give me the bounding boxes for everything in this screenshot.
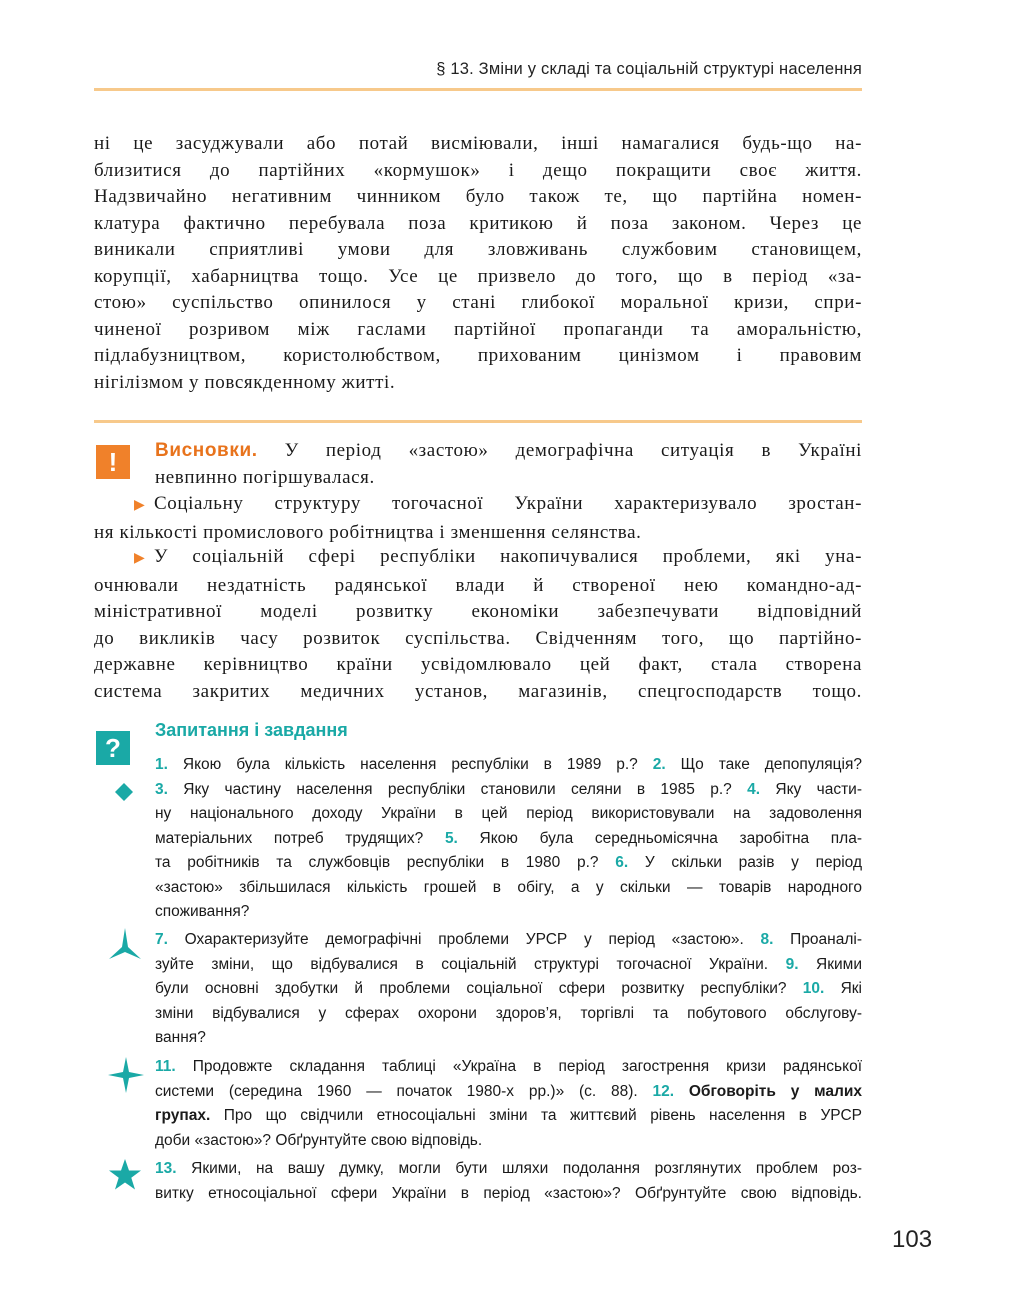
question-icon: ?	[96, 731, 130, 765]
text-line: до викликів часу розвиток суспільства. Свідченням того, що партійно-	[94, 627, 862, 649]
text-line: 1. Якою була кількість населення республіки в 1989 р.? 2. Що таке депопуляція?	[155, 756, 862, 773]
text-line: доби «застою»? Обґрунтуйте свою відповідь.	[155, 1131, 483, 1149]
section-divider	[94, 420, 862, 423]
text-line: Надзвичайно негативним чинником було також те, що партійна номен-	[94, 186, 862, 207]
text-line: міністративної моделі розвитку економіки забезпечувати відповідний	[94, 601, 862, 622]
exclamation-icon: !	[96, 445, 130, 479]
question-number: 4.	[747, 780, 761, 798]
text-line: підлабузництвом, користолюбством, прихованим цинізмом і правовим	[94, 345, 862, 366]
three-point-star-icon	[108, 927, 142, 961]
text-line: система закритих медичних установ, магазинів, спецгосподарств тощо.	[94, 680, 862, 702]
question-number: 11.	[155, 1058, 176, 1075]
text-line: близитися до партійних «кормушок» і дещо покращити своє життя.	[94, 159, 862, 181]
question-number: 1.	[155, 756, 168, 773]
four-point-star-icon	[108, 1057, 144, 1093]
question-group-2	[155, 928, 862, 1051]
text-line: системи (середина 1960 — початок 1980-х рр.)» (с. 88). 12. Обговоріть у малих	[155, 1082, 862, 1100]
text-line: очнювали нездатність радянської влади й створеної нею командно-ад-	[94, 574, 862, 596]
header-divider	[94, 88, 862, 91]
conclusion-bullet-1	[94, 491, 862, 546]
question-number: 6.	[615, 854, 629, 871]
bullet-arrow-icon: ▶	[134, 498, 146, 513]
text-line: нігілізмом у повсякденному житті.	[94, 371, 396, 393]
text-line: були основні здобутки й проблеми соціальної сфери розвитку республіки? 10. Які	[155, 980, 862, 997]
questions-title: Запитання і завдання	[155, 720, 348, 740]
question-number: 9.	[785, 955, 799, 973]
diamond-icon	[114, 782, 134, 802]
text-line: групах. Про що свідчили етносоціальні зміни та життєвий рівень населення в УРСР	[155, 1107, 862, 1124]
text-line: ну національного доходу України в цей період використовували на задоволення	[155, 805, 862, 822]
five-point-star-icon	[108, 1158, 142, 1192]
question-number: 8.	[760, 931, 774, 948]
text-line: чиненої розривом між гаслами партійної пропаганди та аморальністю,	[94, 318, 862, 340]
running-header: § 13. Зміни у складі та соціальній структурі населення	[436, 60, 862, 78]
text-line: 3. Яку частину населення республіки становили селяни в 1985 р.? 4. Яку части-	[155, 780, 862, 798]
question-number: 7.	[155, 931, 168, 948]
conclusion-bullet-2	[94, 544, 862, 705]
text-line: зміни відбувалися у сферах охорони здоров’я, торгівлі та побутового обслугову-	[155, 1004, 862, 1022]
text-line: невпинно погіршувалася.	[155, 466, 375, 488]
text-line: 7. Охарактеризуйте демографічні проблеми УРСР у період «застою». 8. Проаналі-	[155, 931, 862, 948]
text-line: ні це засуджували або потай висміювали, інші намагалися будь-що на-	[94, 133, 862, 154]
conclusions-text: У період «застою» демографічна ситуація в Україні	[257, 440, 862, 461]
text-line: зуйте зміни, що відбувалися в соціальній структурі тогочасної України. 9. Якими	[155, 955, 862, 973]
question-number: 3.	[155, 780, 168, 798]
text-line: ▶ Соціальну структуру тогочасної України характеризувало зростан-	[94, 491, 862, 520]
text-line: державне керівництво країни усвідомлювало цей факт, стала створена	[94, 654, 862, 675]
question-number: 13.	[155, 1160, 177, 1177]
text-line: матеріальних потреб трудящих? 5. Якою була середньомісячна заробітна пла-	[155, 829, 862, 847]
text-line: вання?	[155, 1029, 206, 1046]
body-paragraph	[94, 131, 862, 396]
text-line: та робітників та службовців республіки в 1980 р.? 6. У скільки разів у період	[155, 854, 862, 871]
text-line: клатура фактично перебувала поза критикою й поза законом. Через це	[94, 212, 862, 234]
question-number: 5.	[444, 829, 458, 847]
question-group-4	[155, 1157, 862, 1206]
text-line: корупції, хабарництва тощо. Усе це призвело до того, що в період «за-	[94, 265, 862, 287]
text-line: 13. Якими, на вашу думку, могли бути шляхи подолання розглянутих проблем роз-	[155, 1160, 862, 1177]
bullet-arrow-icon: ▶	[134, 551, 146, 566]
text-line: ▶ У соціальній сфері республіки накопичувалися проблеми, які уна-	[94, 544, 862, 573]
text-line: виникали сприятливі умови для зловживань службовим становищем,	[94, 239, 862, 260]
text-line	[155, 438, 862, 465]
question-group-1	[155, 753, 862, 925]
question-number: 2.	[652, 756, 666, 773]
text-line: «застою» збільшилася кількість грошей в обігу, а у скільки — товарів народного	[155, 878, 862, 896]
text-line: стою» суспільство опинилося у стані глибокої моральної кризи, спри-	[94, 292, 862, 313]
question-group-3	[155, 1055, 862, 1153]
page-number: 103	[892, 1226, 933, 1253]
text-line: 11. Продовжте складання таблиці «Україна в період загострення кризи радянської	[155, 1058, 862, 1075]
question-number: 12.	[652, 1082, 675, 1100]
conclusions-label: Висновки.	[155, 440, 258, 461]
conclusions-intro	[155, 438, 862, 491]
text-line: споживання?	[155, 903, 250, 920]
text-line: ня кількості промислового робітництва і зменшення селянства.	[94, 521, 642, 543]
text-line: витку етносоціальної сфери України в період «застою»? Обґрунтуйте свою відповідь.	[155, 1184, 862, 1202]
question-number: 10.	[802, 980, 825, 997]
